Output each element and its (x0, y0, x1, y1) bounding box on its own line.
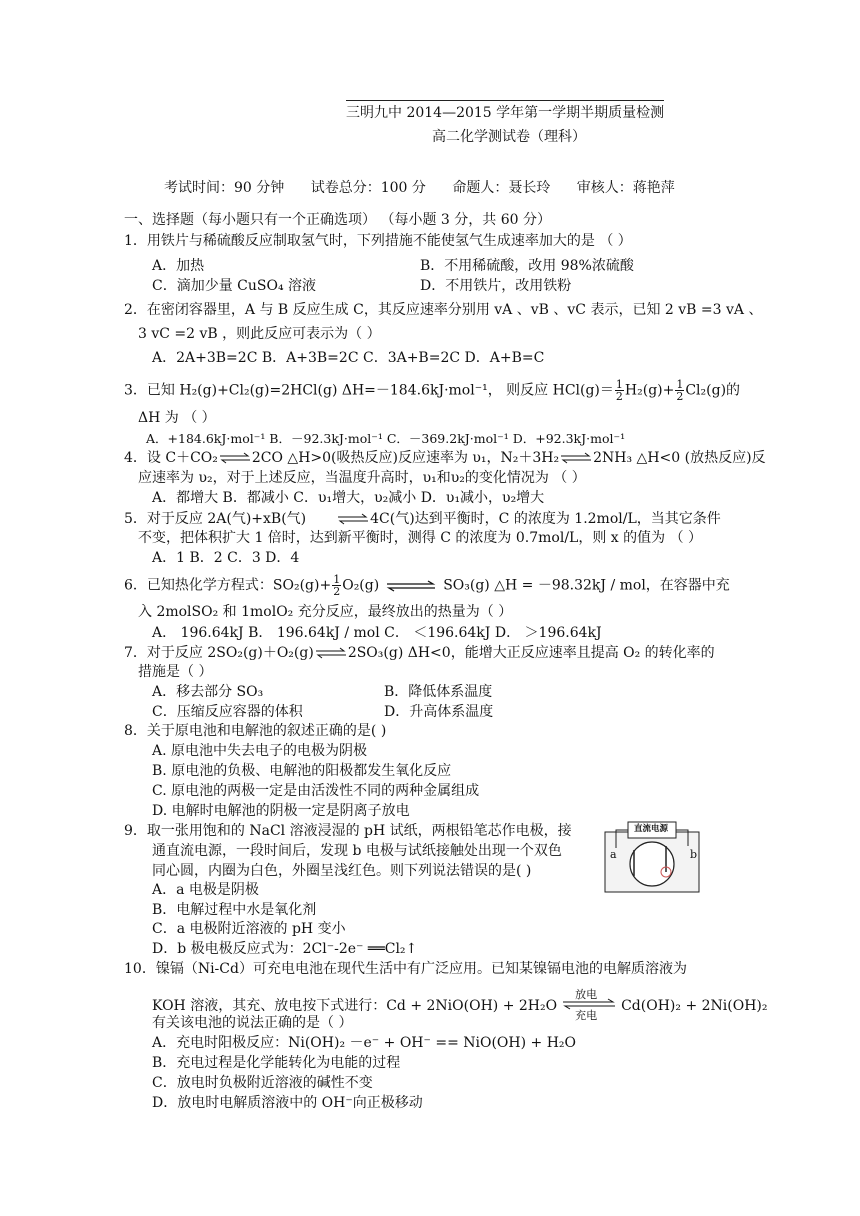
q2-stem-1: 2．在密闭容器里，A 与 B 反应生成 C，其反应速率分别用 vA 、vB 、vC 表示，已知 2 vB =3 vA 、 (124, 302, 763, 318)
q9-stem-2: 通直流电源，一段时间后，发现 b 电极与试纸接触处出现一个双色 (152, 843, 562, 859)
q3-fraction-1 (615, 379, 624, 402)
q10-option-a: A．充电时阳极反应：Ni(OH)₂ －e⁻ + OH⁻ == NiO(OH) + H₂O (152, 1035, 576, 1051)
q5-stem-1a: 5．对于反应 2A(气)+xB(气) (124, 511, 307, 527)
exam-meta (164, 177, 697, 197)
charge-discharge-arrow (561, 990, 617, 1020)
q5-options: A．1 B．2 C．3 D．4 (152, 550, 300, 566)
q7-option-d: D．升高体系温度 (384, 704, 494, 720)
q7-stem-1 (124, 644, 715, 662)
q5-stem-1 (124, 510, 721, 528)
q6-stem-1a: 6．已知热化学方程式：SO₂(g)+ (124, 577, 332, 594)
q4-options: A．都增大 B．都减小 C．υ₁增大，υ₂减小 D．υ₁减小，υ₂增大 (152, 490, 545, 506)
q9-option-d: D．b 极电极反应式为：2Cl⁻-2e⁻ ══Cl₂↑ (152, 941, 418, 957)
q3-stem-1c: Cl₂(g)的 (685, 382, 741, 399)
q4-stem-2: 应速率为 υ₂，对于上述反应，当温度升高时，υ₁和υ₂的变化情况为 （ ） (138, 470, 586, 486)
q3-options: A．+184.6kJ·mol⁻¹ B．－92.3kJ·mol⁻¹ C．－369.2kJ·mol⁻¹ D．+92.3kJ·mol⁻¹ (146, 431, 626, 446)
electrode-a-label: a (610, 848, 617, 861)
q10-stem-1: 10．镍镉（Ni-Cd）可充电电池在现代生活中有广泛应用。已知某镍镉电池的电解质溶液为 (124, 961, 687, 977)
q3-frac-num: 1 (615, 378, 623, 391)
q7-stem-1a: 7．对于反应 2SO₂(g)＋O₂(g) (124, 645, 314, 661)
q10-option-d: D．放电时电解质溶液中的 OH⁻向正极移动 (152, 1095, 423, 1111)
q10-option-b: B．充电过程是化学能转化为电能的过程 (152, 1055, 401, 1071)
q9-stem-1: 9．取一张用饱和的 NaCl 溶液浸湿的 pH 试纸，两根铅笔芯作电极，接 (124, 823, 572, 839)
q8-stem: 8．关于原电池和电解池的叙述正确的是( ) (124, 723, 387, 739)
q2-options: A．2A+3B=2C B．A+3B=2C C．3A+B=2C D．A+B=C (152, 350, 545, 366)
q3-frac-den: 2 (615, 390, 623, 403)
reversible-arrow-icon (385, 577, 437, 595)
q6-frac-num: 1 (333, 573, 341, 586)
q3-fraction-2 (675, 379, 684, 402)
reversible-arrow-icon (218, 449, 252, 467)
section-heading: 一、选择题（每小题只有一个正确选项） （每小题 3 分，共 60 分） (124, 212, 551, 228)
q6-frac-den: 2 (333, 585, 341, 598)
q2-stem-2: 3 vC =2 vB ，则此反应可表示为（ ） (138, 326, 381, 342)
q8-option-d: D. 电解时电解池的阴极一定是阴离子放电 (152, 803, 410, 819)
q6-stem-2: 入 2molSO₂ 和 1molO₂ 充分反应，最终放出的热量为（ ） (138, 604, 513, 620)
reversible-arrow-icon (336, 510, 370, 528)
q3-stem-1b: H₂(g)+ (624, 382, 675, 399)
q6-stem-1c: SO₃(g) △H = －98.32kJ / mol，在容器中充 (443, 577, 730, 594)
electrode-b-label: b (690, 848, 698, 861)
q8-option-b: B. 原电池的负极、电解池的阳极都发生氧化反应 (152, 763, 452, 779)
exam-title: 三明九中 2014—2015 学年第一学期半期质量检测 (346, 100, 664, 122)
q10-stem-2a: KOH 溶液，其充、放电按下式进行：Cd + 2NiO(OH) + 2H₂O (152, 998, 558, 1014)
q10-option-c: C．放电时负极附近溶液的碱性不变 (152, 1075, 373, 1091)
q4-stem-1b: 2CO △H>0(吸热反应)反应速率为 υ₁，N₂＋3H₂ (251, 450, 560, 466)
q9-option-b: B．电解过程中水是氧化剂 (152, 902, 317, 918)
q10-stem-2b: Cd(OH)₂ + 2Ni(OH)₂ (621, 998, 768, 1014)
q9-option-c: C．a 电极附近溶液的 pH 变小 (152, 921, 346, 937)
q3-stem-1 (124, 379, 740, 402)
q7-option-a: A．移去部分 SO₃ (152, 684, 264, 700)
reversible-arrow-icon (314, 644, 348, 662)
q3-stem-2: ΔH 为 （ ） (138, 410, 216, 426)
power-supply-label: 直流电源 (634, 824, 669, 834)
q1-option-d: D．不用铁片，改用铁粉 (420, 278, 572, 294)
q4-stem-1c: 2NH₃ △H<0 (放热反应)反 (593, 450, 766, 466)
q6-stem-1b: O₂(g) (342, 577, 380, 594)
q10-stem-3: 有关该电池的说法正确的是（ ） (152, 1015, 353, 1031)
q8-option-a: A. 原电池中失去电子的电极为阴极 (152, 743, 368, 759)
exam-time: 考试时间：90 分钟 (164, 180, 285, 196)
q1-option-c: C．滴加少量 CuSO₄ 溶液 (152, 278, 317, 294)
q5-stem-2: 不变，把体积扩大 1 倍时，达到新平衡时，测得 C 的浓度为 0.7mol/L，则 x 的值为 （ ） (138, 530, 703, 546)
q6-options: A． 196.64kJ B． 196.64kJ / mol C． ＜196.64kJ D． ＞196.64kJ (152, 625, 602, 641)
q1-stem: 1．用铁片与稀硫酸反应制取氢气时，下列措施不能使氢气生成速率加大的是 （ ） (124, 233, 632, 249)
reversible-arrow-icon (559, 449, 593, 467)
q4-stem-1a: 4．设 C＋CO₂ (124, 450, 218, 466)
q9-option-a: A．a 电极是阴极 (152, 882, 259, 898)
q5-stem-1b: 4C(气)达到平衡时，C 的浓度为 1.2mol/L，当其它条件 (370, 511, 721, 527)
q6-fraction (332, 574, 341, 597)
setter: 命题人：聂长玲 (452, 180, 551, 196)
total-score: 试卷总分：100 分 (310, 180, 426, 196)
q3-frac-num-2: 1 (676, 378, 684, 391)
q9-stem-3: 同心圆，内圈为白色，外圈呈浅红色。则下列说法错误的是( ) (152, 863, 532, 879)
q1-option-a: A．加热 (152, 258, 205, 274)
q4-stem-1 (124, 449, 766, 467)
q1-option-b: B．不用稀硫酸，改用 98%浓硫酸 (420, 258, 634, 274)
q7-stem-1b: 2SO₃(g) ΔH<0，能增大正反应速率且提高 O₂ 的转化率的 (347, 645, 715, 661)
q3-stem-1a: 3．已知 H₂(g)+Cl₂(g)=2HCl(g) ΔH=－184.6kJ·mol⁻¹， 则反应 HCl(g)＝ (124, 382, 614, 399)
q8-option-c: C. 原电池的两极一定是由活泼性不同的两种金属组成 (152, 783, 480, 799)
q7-option-b: B．降低体系温度 (384, 684, 493, 700)
q7-stem-2: 措施是（ ） (138, 664, 213, 680)
q7-option-c: C．压缩反应容器的体积 (152, 704, 303, 720)
q3-frac-den-2: 2 (676, 390, 684, 403)
electrolysis-diagram (604, 820, 700, 894)
charge-label: 充电 (575, 1009, 598, 1022)
q6-stem-1 (124, 574, 730, 597)
reviewer: 审核人：蒋艳萍 (576, 180, 675, 196)
exam-subtitle: 高二化学测试卷（理科） (432, 129, 586, 145)
discharge-label: 放电 (575, 988, 598, 1001)
